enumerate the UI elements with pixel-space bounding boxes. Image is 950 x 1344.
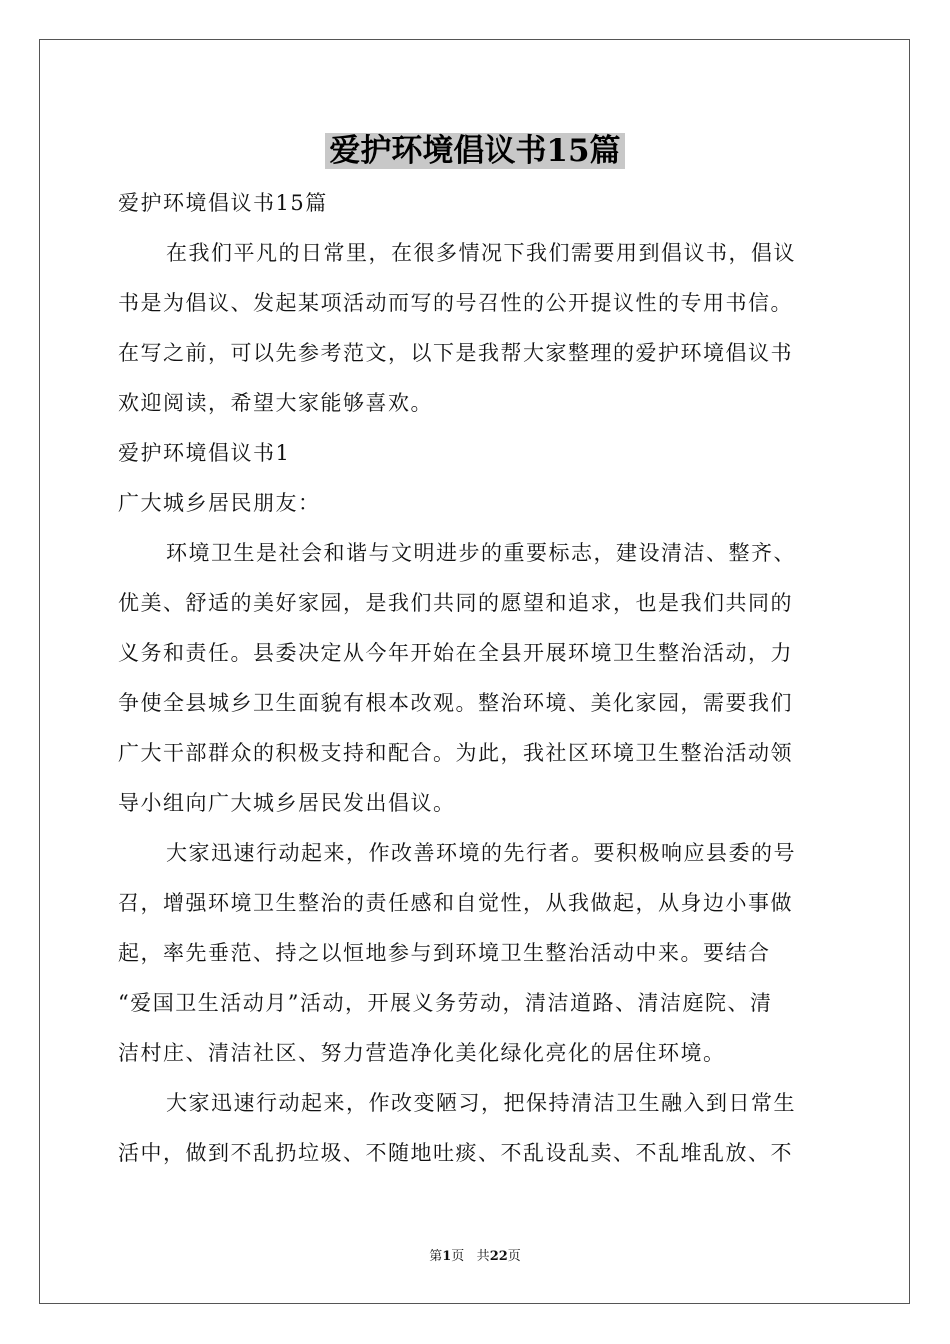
body-line: 大家迅速行动起来，作改善环境的先行者。要积极响应县委的号 — [166, 841, 796, 865]
body-line: 爱护环境倡议书15篇 — [118, 191, 328, 215]
body-line: 义务和责任。县委决定从今年开始在全县开展环境卫生整治活动，力 — [118, 641, 793, 665]
page-prefix: 第 — [429, 1249, 443, 1264]
total-suffix: 页 — [507, 1249, 521, 1264]
total-prefix: 共 — [476, 1249, 490, 1264]
body-line: 广大干部群众的积极支持和配合。为此，我社区环境卫生整治活动领 — [118, 741, 793, 765]
page-number: 1 — [442, 1249, 452, 1264]
total-pages: 22 — [489, 1249, 508, 1264]
page-footer — [0, 1245, 950, 1264]
body-line: 在写之前，可以先参考范文，以下是我帮大家整理的爱护环境倡议书 — [118, 341, 793, 365]
body-line: 洁村庄、清洁社区、努力营造净化美化绿化亮化的居住环境。 — [118, 1041, 726, 1065]
body-line: 争使全县城乡卫生面貌有根本改观。整治环境、美化家园，需要我们 — [118, 691, 793, 715]
body-line: 召，增强环境卫生整治的责任感和自觉性，从我做起，从身边小事做 — [118, 891, 793, 915]
body-line: “爱国卫生活动月”活动，开展义务劳动，清洁道路、清洁庭院、清 — [118, 991, 773, 1015]
salutation: 广大城乡居民朋友： — [118, 491, 321, 515]
body-line: 环境卫生是社会和谐与文明进步的重要标志，建设清洁、整齐、 — [166, 541, 796, 565]
body-line: 书是为倡议、发起某项活动而写的号召性的公开提议性的专用书信。 — [118, 291, 793, 315]
body-line: 起，率先垂范、持之以恒地参与到环境卫生整治活动中来。要结合 — [118, 941, 771, 965]
body-line: 优美、舒适的美好家园，是我们共同的愿望和追求，也是我们共同的 — [118, 591, 793, 615]
document-title — [0, 128, 950, 174]
section-heading: 爱护环境倡议书1 — [118, 441, 291, 465]
body-line: 活中，做到不乱扔垃圾、不随地吐痰、不乱设乱卖、不乱堆乱放、不 — [118, 1141, 793, 1165]
body-line: 在我们平凡的日常里，在很多情况下我们需要用到倡议书，倡议 — [166, 241, 796, 265]
body-line: 大家迅速行动起来，作改变陋习，把保持清洁卫生融入到日常生 — [166, 1091, 796, 1115]
body-line: 欢迎阅读，希望大家能够喜欢。 — [118, 391, 433, 415]
page-suffix: 页 — [451, 1249, 465, 1264]
body-line: 导小组向广大城乡居民发出倡议。 — [118, 791, 456, 815]
document-title-text: 爱护环境倡议书15篇 — [325, 133, 624, 169]
document-body — [118, 178, 832, 1178]
